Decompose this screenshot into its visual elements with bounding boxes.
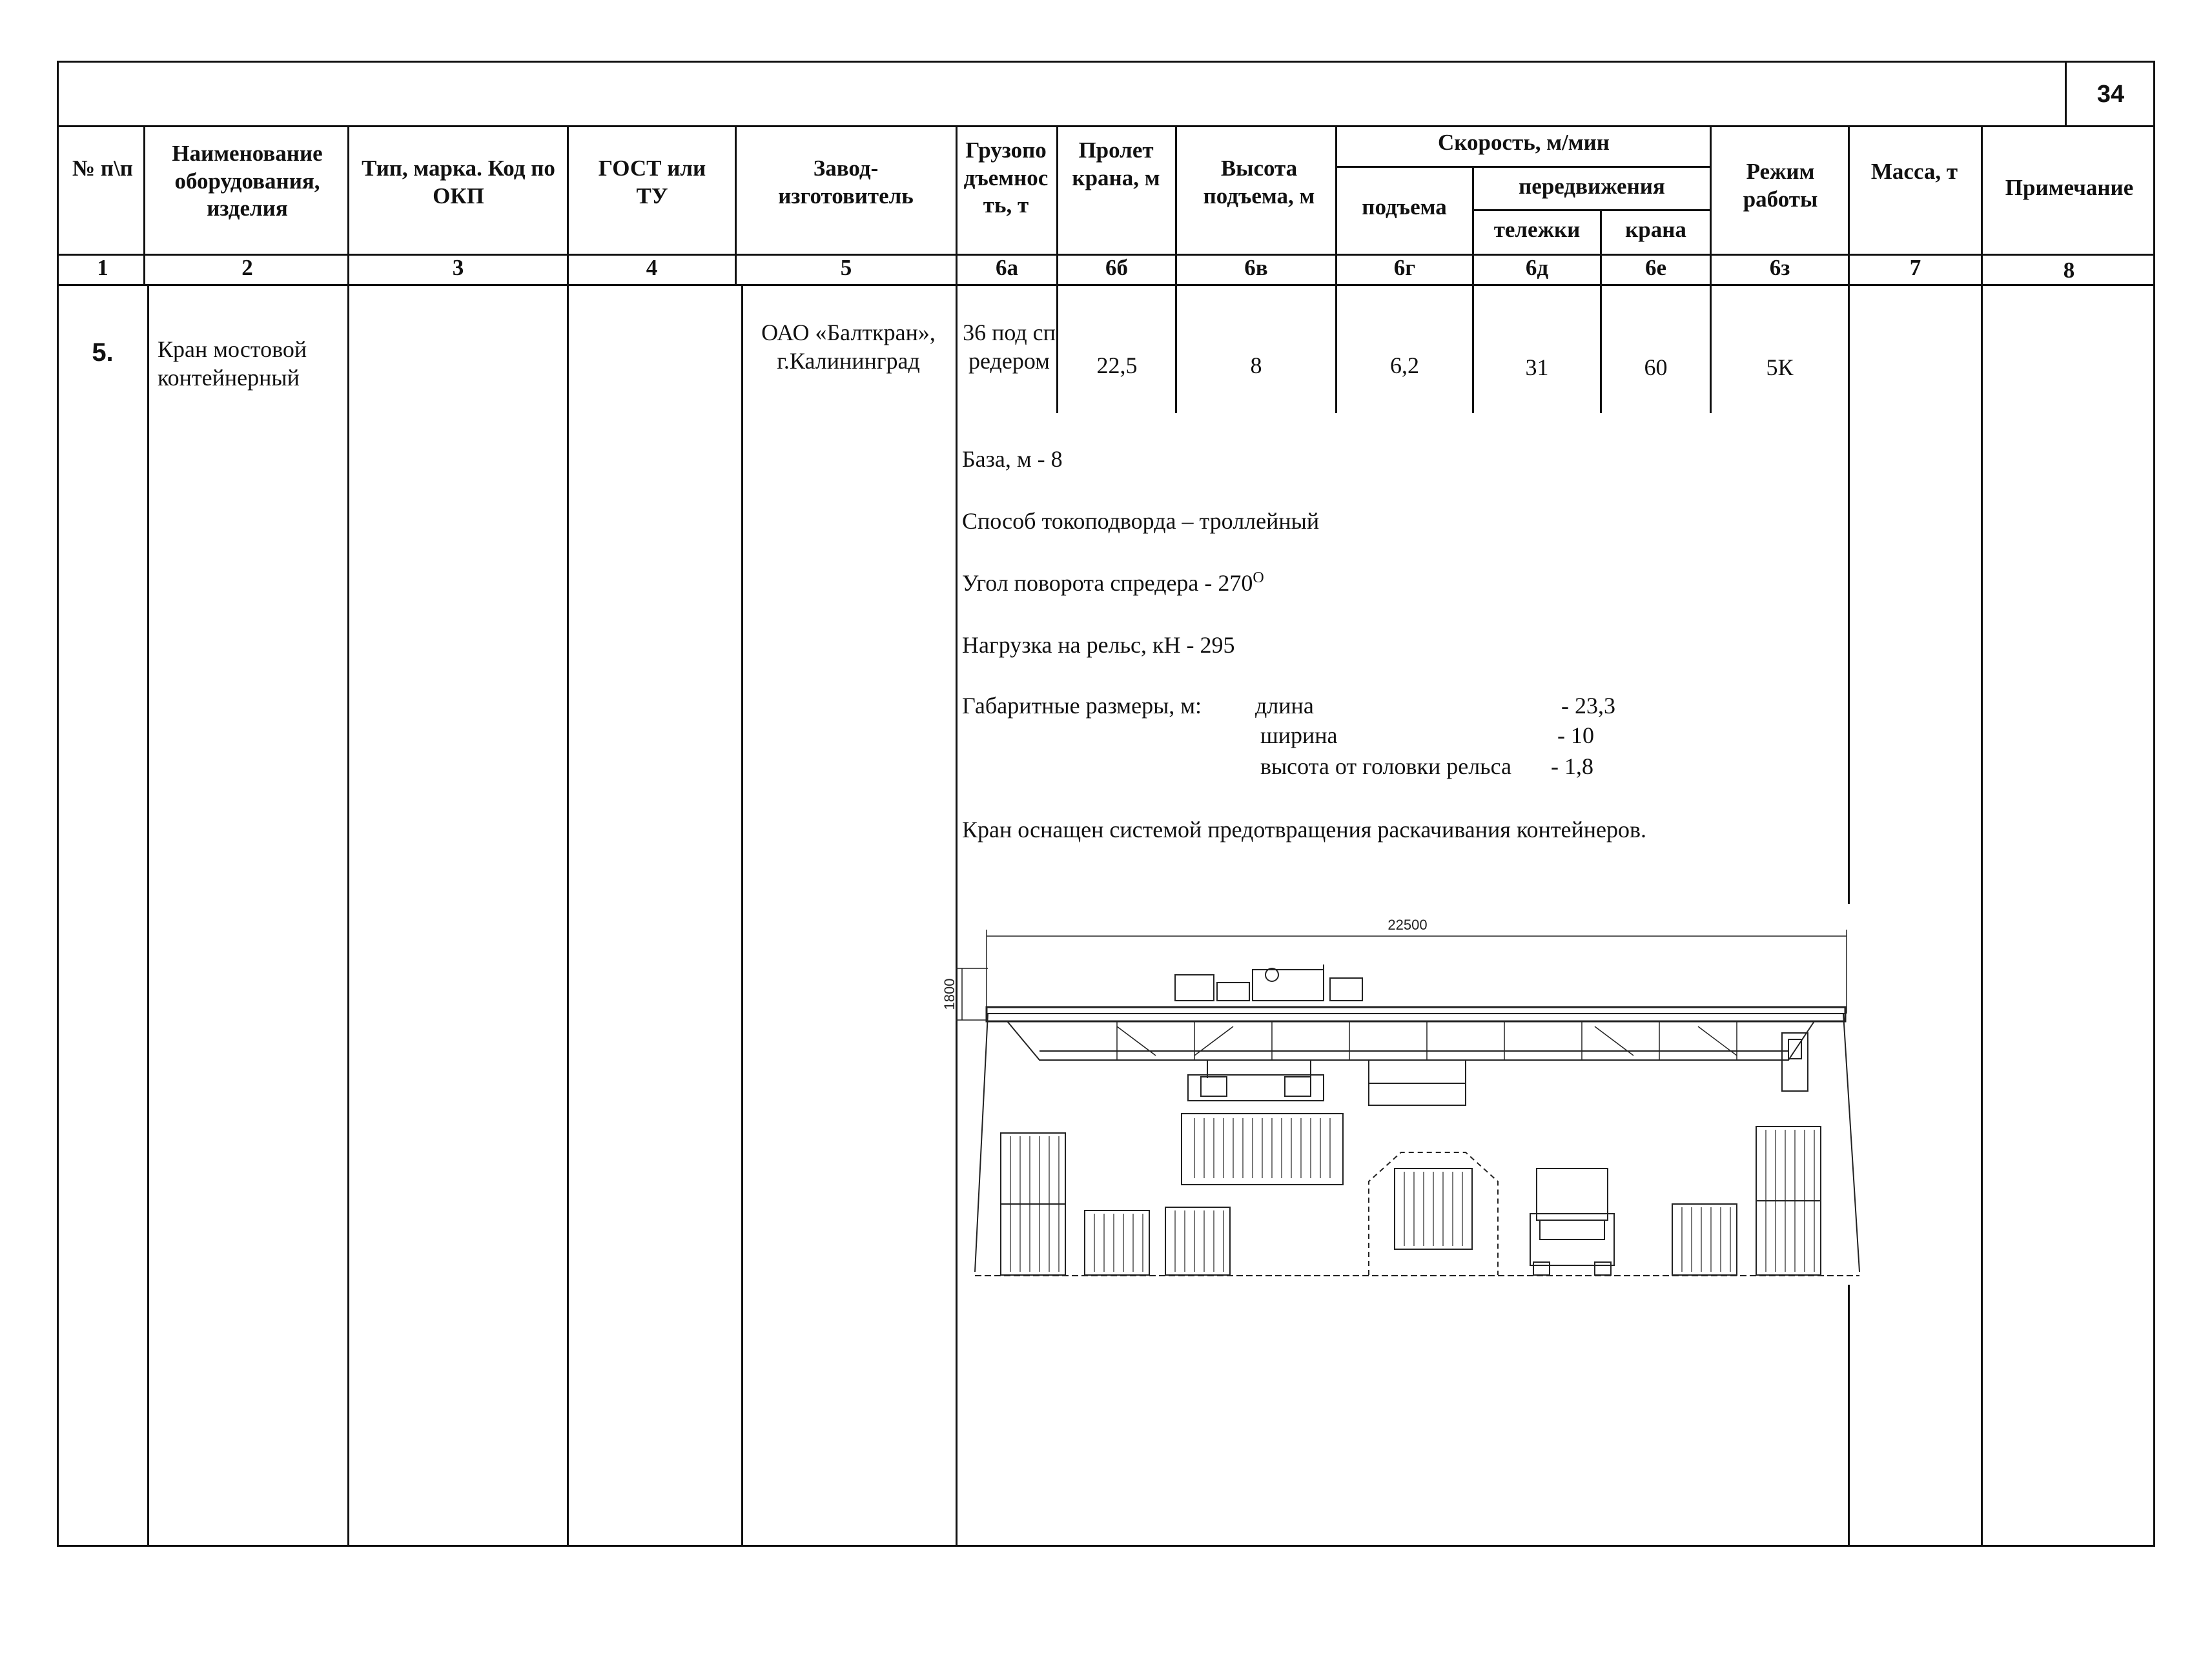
dims-width-value: - 10 xyxy=(1557,722,1594,748)
spec-current-feed: Способ токоподворда – троллейный xyxy=(962,508,1320,534)
header-speed-lift: подъема xyxy=(1362,194,1447,219)
header-capacity: Грузоподъемность, т xyxy=(963,138,1049,218)
spec-rotation: Угол поворота спредера - $270^О$ xyxy=(962,569,1264,596)
dims-width-name: ширина xyxy=(1260,722,1338,748)
row-height: 8 xyxy=(1250,352,1262,378)
colnum-6e: 6е xyxy=(1644,255,1667,280)
numbers-bottom-line xyxy=(57,284,2155,286)
row-number: 5. xyxy=(92,338,114,367)
row-capacity: 36 под спредером xyxy=(963,320,1056,374)
dims-length-value: - 23,3 xyxy=(1561,693,1615,719)
colnum-8: 8 xyxy=(2063,258,2075,283)
header-note: Примечание xyxy=(2005,175,2134,200)
dimension-height: 1800 xyxy=(941,978,958,1010)
crane-drawing xyxy=(941,910,1866,1291)
header-num: № п\п xyxy=(72,156,133,181)
header-mode: Режим работы xyxy=(1743,159,1818,212)
colnum-4: 4 xyxy=(646,255,658,280)
header-gost: ГОСТ или ТУ xyxy=(598,156,706,209)
header-speed-crane: крана xyxy=(1625,217,1686,242)
spec-rail-load: Нагрузка на рельс, кН - 295 xyxy=(962,632,1235,658)
colnum-6z: 6з xyxy=(1769,255,1790,280)
header-height: Высота подъема, м xyxy=(1203,156,1315,209)
colnum-6d: 6д xyxy=(1525,255,1549,280)
header-speed-group: Скорость, м/мин xyxy=(1438,130,1610,155)
speed-sub-line xyxy=(1336,166,1711,168)
row-mode: 5К xyxy=(1766,354,1794,380)
dimension-width: 22500 xyxy=(1388,917,1428,933)
header-speed-trolley: тележки xyxy=(1493,217,1581,242)
row-name: Кран мостовой контейнерный xyxy=(158,336,307,391)
row-speed-trolley: 31 xyxy=(1525,354,1549,380)
travel-sub-line xyxy=(1472,209,1711,211)
spec-base: База, м - 8 xyxy=(962,446,1063,472)
dims-height-value: - 1,8 xyxy=(1551,753,1593,779)
colnum-6a: 6а xyxy=(996,255,1018,280)
top-header-line xyxy=(57,125,2155,127)
row-speed-crane: 60 xyxy=(1644,354,1668,380)
spec-sway: Кран оснащен системой предотвращения раскачивания контейнеров. xyxy=(962,817,1646,842)
colnum-3: 3 xyxy=(452,255,464,280)
header-mass: Масса, т xyxy=(1870,159,1958,184)
page-number: 34 xyxy=(2096,81,2125,108)
colnum-6b: 6б xyxy=(1105,255,1128,280)
colnum-7: 7 xyxy=(1909,255,1921,280)
row-span: 22,5 xyxy=(1096,352,1138,378)
header-type: Тип, марка. Код по ОКП xyxy=(362,156,555,209)
dims-height-name: высота от головки рельса xyxy=(1260,753,1511,779)
colnum-2: 2 xyxy=(241,255,253,280)
colnum-1: 1 xyxy=(97,255,108,280)
header-maker: Завод-изготовитель xyxy=(778,156,914,209)
colnum-6g: 6г xyxy=(1393,255,1416,280)
dims-length-name: длина xyxy=(1255,693,1314,719)
header-name: Наименование оборудования, изделия xyxy=(172,141,323,221)
header-span: Пролет крана, м xyxy=(1072,138,1160,190)
header-speed-travel: передвижения xyxy=(1519,174,1665,199)
spec-dims-label: Габаритные размеры, м: xyxy=(962,693,1202,719)
colnum-6v: 6в xyxy=(1244,255,1268,280)
colnum-5: 5 xyxy=(840,255,852,280)
row-speed-lift: 6,2 xyxy=(1390,352,1419,378)
row-maker: ОАО «Балткран», г.Калининград xyxy=(761,320,936,374)
